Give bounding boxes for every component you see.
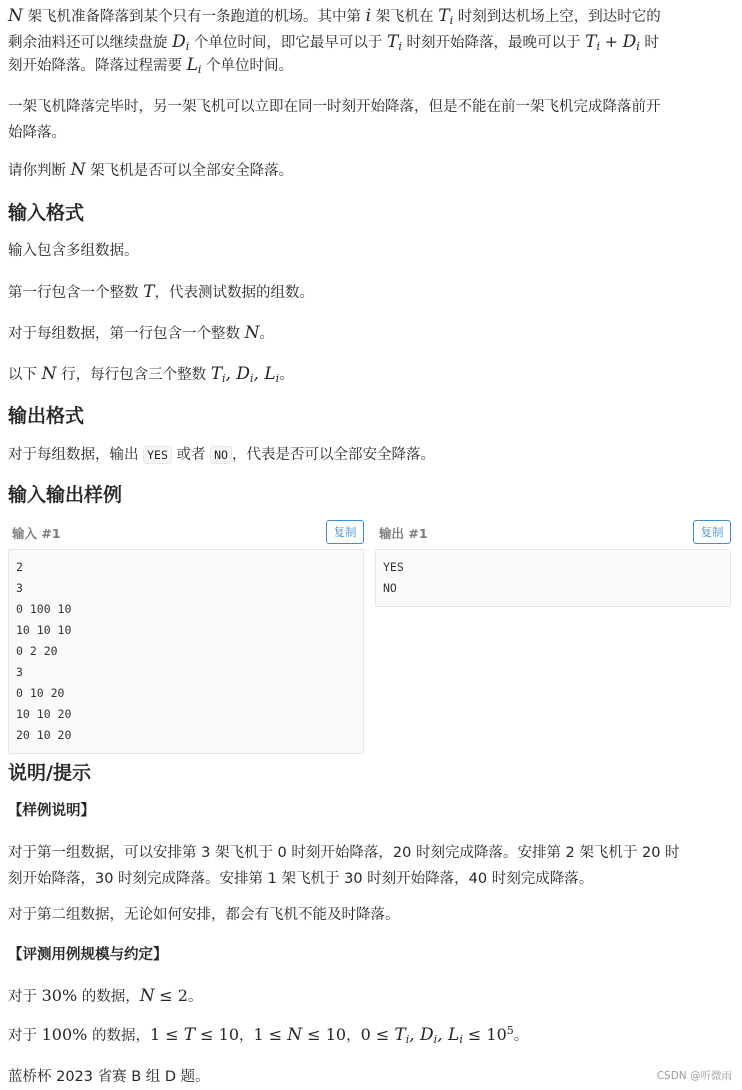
- description-paragraph-2: 一架飞机降落完毕时，另一架飞机可以立即在同一时刻开始降落，但是不能在前一架飞机完成降落前开 始降落。: [8, 99, 661, 141]
- sample-output-title: 输出 #1: [379, 526, 428, 541]
- input-line: 0 10 20: [16, 686, 65, 700]
- hint-heading: 说明/提示: [8, 762, 91, 784]
- sample-explanation-title: 【样例说明】: [8, 803, 95, 819]
- input-line: 3: [16, 581, 23, 595]
- sample-input-box[interactable]: [8, 549, 364, 754]
- output-format-heading: 输出格式: [8, 405, 85, 427]
- sample-output-header: [375, 520, 731, 546]
- input-format-line-1: 输入包含多组数据。: [8, 243, 139, 259]
- copy-output-button[interactable]: 复制: [693, 520, 731, 544]
- sample-explanation-line-2: 对于第二组数据，无论如何安排，都会有飞机不能及时降落。: [8, 907, 400, 923]
- input-format-line-4: 以下 N 行，每行包含三个整数 $T_i$, $D_i$, $L_i$。: [8, 364, 294, 385]
- input-format-line-2: 第一行包含一个整数 T，代表测试数据的组数。: [8, 282, 314, 302]
- sample-input-panel: [8, 520, 364, 754]
- input-line: 10 10 20: [16, 707, 72, 721]
- input-line: 0 2 20: [16, 644, 58, 658]
- input-format-line-3: 对于每组数据，第一行包含一个整数 N。: [8, 323, 274, 343]
- description-paragraph-3: 请你判断 N 架飞机是否可以全部安全降落。: [8, 160, 294, 180]
- input-line: 3: [16, 665, 23, 679]
- copy-input-button[interactable]: 复制: [326, 520, 364, 544]
- output-format-line-1: 对于每组数据，输出 YES 或者 NO ，代表是否可以全部安全降落。: [8, 447, 435, 463]
- description-paragraph-1-line-2: 剩余油料还可以继续盘旋 $D_i$ 个单位时间，即它最早可以于 $T_i$ 时刻开始降落，最晚可以于 $T_i + D_i$ 时: [8, 32, 659, 53]
- samples-heading: 输入输出样例: [8, 484, 123, 506]
- source-line: 蓝桥杯 2023 省赛 B 组 D 题。: [8, 1069, 210, 1085]
- input-line: 10 10 10: [16, 623, 72, 637]
- input-line: 0 100 10: [16, 602, 72, 616]
- scale-line-1: 对于 30% 的数据，N ≤ 2。: [8, 986, 203, 1006]
- no-code: NO: [210, 446, 232, 464]
- input-format-heading: 输入格式: [8, 202, 85, 224]
- sample-output-panel: [375, 520, 731, 607]
- input-line: 2: [16, 560, 23, 574]
- sample-input-header: [8, 520, 364, 546]
- yes-code: YES: [143, 446, 172, 464]
- sample-output-box[interactable]: [375, 549, 731, 607]
- watermark: CSDN @听微雨: [656, 1070, 732, 1082]
- output-line: NO: [383, 581, 397, 595]
- description-paragraph-1: N 架飞机准备降落到某个只有一条跑道的机场。其中第 i 架飞机在 $T_i$ 时刻到达机场上空，到达时它的: [8, 6, 661, 27]
- scale-title: 【评测用例规模与约定】: [8, 947, 168, 963]
- output-line: YES: [383, 560, 404, 574]
- input-line: 20 10 20: [16, 728, 72, 742]
- sample-explanation-line-1: 对于第一组数据，可以安排第 3 架飞机于 0 时刻开始降落，20 时刻完成降落。安排第 2 架飞机于 20 时 刻开始降落，30 时刻完成降落。安排第 1 架飞机于 30 时刻开始降落，40 时刻完成降落。: [8, 845, 680, 887]
- sample-input-title: 输入 #1: [12, 526, 61, 541]
- scale-line-2: 对于 100% 的数据，1 ≤ T ≤ 10，1 ≤ N ≤ 10，$0 \le T_i$, $D_i$, $L_i \le 10^5$。: [8, 1024, 529, 1046]
- description-paragraph-1-line-3: 刻开始降落。降落过程需要 $L_i$ 个单位时间。: [8, 55, 294, 76]
